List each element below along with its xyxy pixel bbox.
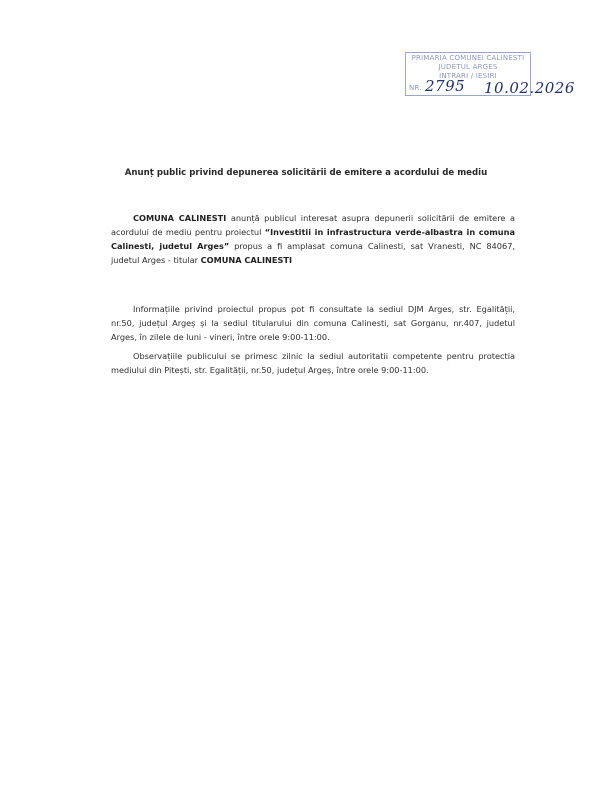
observations-text: Observațiile publicului se primesc zilnic la sediul autoritatii competente pentru protectia mediului din Pitești, str. Egalității, nr.50, județul Argeș, între orele 9:00-11:00. xyxy=(111,351,515,375)
registration-number: 2795 xyxy=(425,77,466,95)
announcement-text-b: propus a fi amplasat comuna Calinesti, sat Vranesti, NC 84067, judetul Arges - titular xyxy=(111,241,516,265)
announcement-text-a: anunță publicul interesat asupra depunerii solicitării de emitere a acordului de mediu pentru proiectul xyxy=(111,213,515,237)
stamp-line-institution: PRIMARIA COMUNEI CALINESTI xyxy=(411,54,525,62)
consultation-text: Informațiile privind proiectul propus pot fi consultate la sediul DJM Arges, str. Egalității, nr.50, județul Argeș și la sediul titularului din comuna Calinesti, sat Gorganu, nr.407, judetul Arges, în zilele de luni - vineri, între orele 9:00-11:00. xyxy=(111,304,515,342)
observations-paragraph xyxy=(111,349,515,377)
stamp-line-county: JUDETUL ARGES xyxy=(438,63,498,71)
page-title: Anunț public privind depunerea solicitării de emitere a acordului de mediu xyxy=(124,168,488,178)
registration-date: 10.02.2026 xyxy=(484,79,575,97)
stamp-line-register: INTRARI / IESIRI xyxy=(439,72,497,80)
project-name: “Investitii in infrastructura verde-albastra in comuna Calinesti, judetul Arges” xyxy=(111,227,515,251)
entity-name: COMUNA CALINESTI xyxy=(133,213,227,223)
stamp-nr-label: NR. xyxy=(409,84,422,92)
announcement-paragraph xyxy=(111,211,515,267)
consultation-paragraph xyxy=(111,302,515,344)
owner-name: COMUNA CALINESTI xyxy=(200,255,292,265)
